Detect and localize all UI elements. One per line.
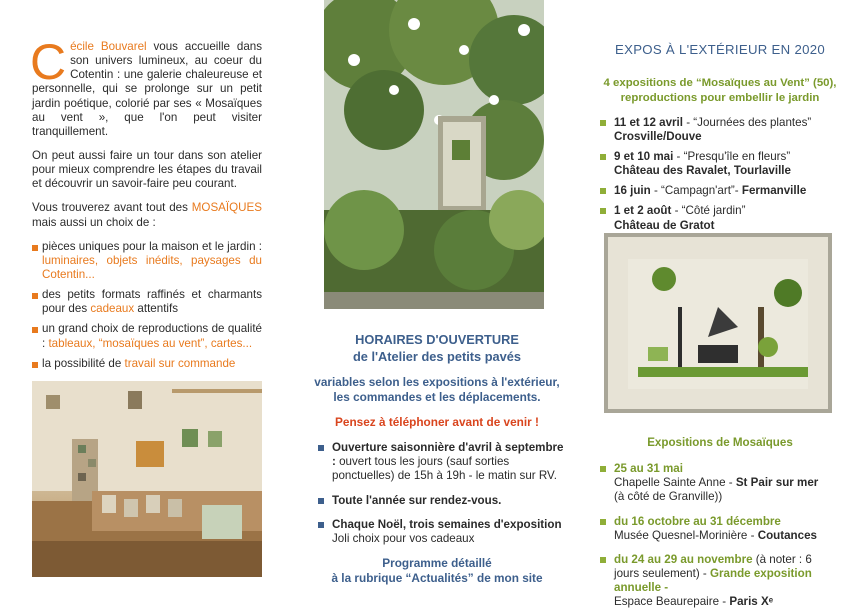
hours-subtitle: de l'Atelier des petits pavés (352, 348, 522, 364)
mosaiques-list (600, 462, 840, 609)
mosaic-photo (604, 233, 832, 413)
offer-list (32, 240, 262, 371)
item-text: pièces uniques pour la maison et le jardin : (42, 239, 262, 253)
shop-photo (32, 381, 262, 577)
mos-date: 25 au 31 mai (614, 462, 683, 476)
intro-column (30, 34, 263, 377)
item-highlight: luminaires, objets inédits, paysages du Cotentin... (42, 253, 262, 281)
expo-place: Château des Ravalet, Tourlaville (614, 164, 791, 178)
intro-paragraph (30, 34, 263, 139)
mos-city: Coutances (757, 528, 817, 542)
list-item (32, 288, 262, 316)
list-item (600, 462, 840, 504)
item-highlight: travail sur (124, 356, 175, 370)
item-bold: Ouverture saisonnière d'avril à septembre : (332, 441, 564, 469)
expo-date: 9 et 10 mai (614, 150, 674, 164)
mos-date: du 24 au 29 au novembre (614, 552, 753, 566)
expo-date: 11 et 12 avril (614, 115, 683, 129)
item-text: Joli choix pour vos cadeaux (332, 531, 475, 545)
mos-place: Musée Quesnel-Morinière - (614, 528, 758, 542)
item-text: la possibilité de (42, 356, 125, 370)
mosaiques-word: MOSAÏQUES (191, 201, 262, 215)
item-text: un grand choix de reproductions de qualité : (42, 322, 262, 350)
item-text: ouvert tous les jours (sauf sorties ponctuelles) de 15h à 19h - le matin sur RV. (332, 455, 557, 483)
mos-note: (à noter : 6 jours seulement) - (614, 552, 812, 580)
item-text-end: attentifs (134, 302, 179, 316)
list-item (600, 515, 840, 543)
item-highlight: cadeaux (90, 302, 135, 316)
expo-place: Château de Gratot (614, 218, 715, 232)
expo-place: Fermanville (741, 184, 807, 198)
offer-text: Vous trouverez avant tout des (32, 201, 192, 215)
expos-column (600, 42, 840, 239)
item-bold: Chaque Noël, trois semaines d'exposition (332, 517, 562, 531)
mosaiques-title: Expositions de Mosaïques (647, 436, 793, 449)
item-highlight: tableaux, “mosaïques au vent”, cartes... (48, 336, 253, 350)
mos-place: Chapelle Sainte Anne - (614, 476, 736, 490)
dropcap: C (30, 34, 67, 90)
list-item (600, 204, 840, 232)
hours-title: HORAIRES D'OUVERTURE (355, 332, 519, 347)
mos-city: Paris Xᵉ (729, 595, 774, 609)
list-item (32, 357, 262, 371)
expo-place: Crosville/Douve (614, 129, 702, 143)
list-item (318, 494, 566, 508)
program-line-2: à la rubrique “Actualités” de mon site (331, 571, 543, 586)
expos-list (600, 116, 840, 233)
item-highlight-2: commande (174, 356, 236, 370)
mosaiques-column (600, 436, 840, 609)
intro-text: vous accueille dans son univers lumineux, au coeur du Cotentin : une galerie chaleureuse et personnelle, qui se prolonge sur un petit jardin poétique, colorié par ses « Mosaïques au vent », que l'on peut visiter tranquillement. (32, 40, 263, 138)
hours-column (308, 332, 566, 587)
list-item (600, 184, 840, 198)
offer-paragraph (32, 201, 262, 229)
list-item (600, 150, 840, 178)
expo-name: - “Côté jardin” (671, 204, 746, 218)
atelier-paragraph: On peut aussi faire un tour dans son atelier pour mieux comprendre les étapes du travail et découvrir un savoir-faire peu courant. (32, 148, 262, 191)
expo-date: 16 juin (614, 184, 651, 198)
expos-title: EXPOS À L'EXTÉRIEUR EN 2020 (615, 42, 825, 57)
mos-place: Espace Beaurepaire - (614, 595, 730, 609)
call-notice: Pensez à téléphoner avant de venir ! (335, 414, 539, 429)
expo-name: - “Presqu'île en fleurs” (673, 150, 791, 164)
hours-note: variables selon les expositions à l'extérieur, les commandes et les déplacements. (314, 375, 560, 404)
hours-list (308, 441, 566, 546)
program-line-1: Programme détaillé (382, 555, 492, 570)
list-item (318, 518, 566, 546)
garden-photo (324, 0, 544, 309)
mos-note: (à côté de Granville)) (614, 490, 723, 504)
list-item (318, 441, 566, 483)
artist-name: écile Bouvarel (70, 40, 147, 53)
offer-text-end: mais aussi un choix de : (32, 215, 156, 229)
expo-name: - “Journées des plantes” (682, 115, 812, 129)
list-item (32, 322, 262, 350)
item-bold: Toute l'année sur rendez-vous. (332, 493, 502, 507)
list-item (600, 553, 840, 609)
expos-subtitle: 4 expositions de “Mosaïques au Vent” (50), reproductions pour embellir le jardin (603, 77, 837, 104)
list-item (32, 240, 262, 282)
mos-city: St Pair sur mer (735, 476, 819, 490)
expo-date: 1 et 2 août (614, 204, 672, 218)
mos-date: du 16 octobre au 31 décembre (614, 514, 781, 528)
program-note (308, 556, 566, 587)
list-item (600, 116, 840, 144)
item-text: des petits formats raffinés et charmants pour des (42, 288, 262, 316)
mos-highlight: Grande exposition annuelle - (614, 566, 812, 595)
expo-name: - “Campagn'art”- (650, 184, 742, 198)
